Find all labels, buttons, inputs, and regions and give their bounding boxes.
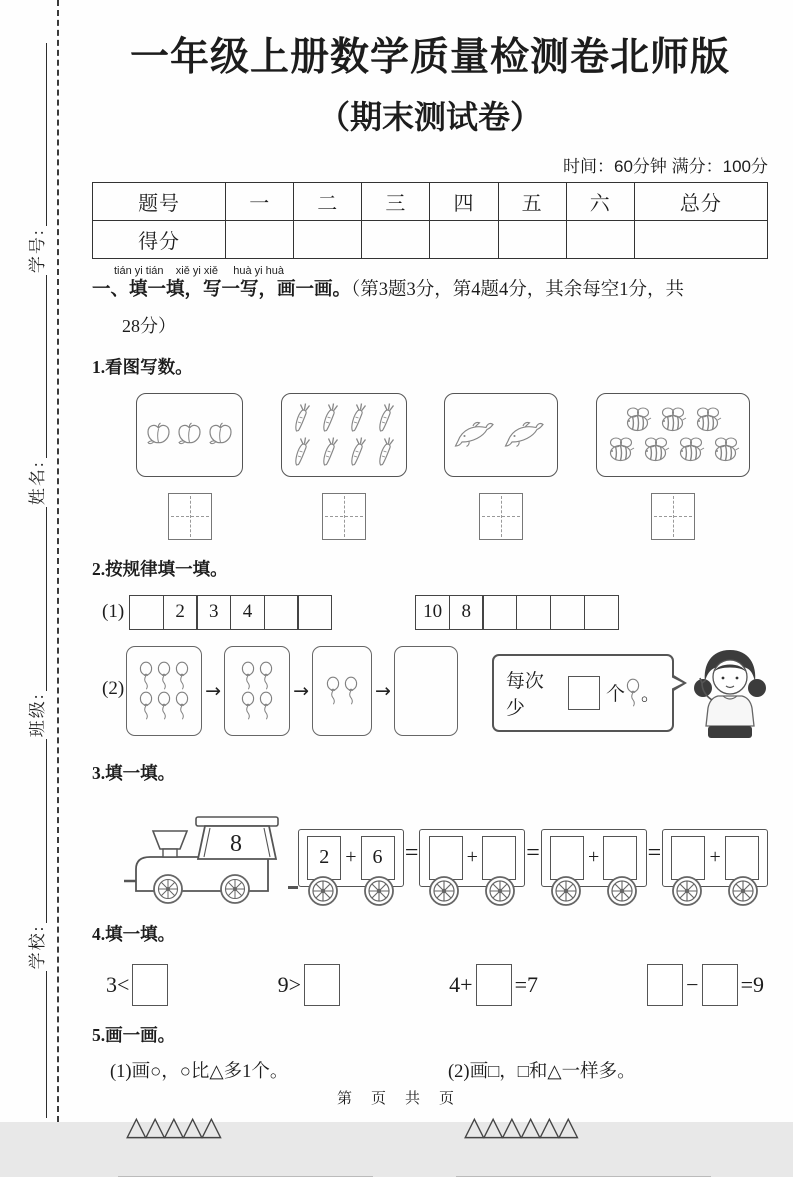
picture-box xyxy=(596,393,750,477)
q5-part xyxy=(92,1057,430,1177)
bubble-text-after: 个 xyxy=(605,684,625,706)
balloon-icon xyxy=(174,662,190,690)
balloon-box xyxy=(224,646,290,736)
equals-sign: = xyxy=(526,839,540,866)
wheel-icon xyxy=(671,875,703,907)
balloon-icon xyxy=(240,662,256,690)
q4-equation xyxy=(449,964,538,1006)
sidebar-field-label: 班级: xyxy=(28,692,47,738)
picture-box xyxy=(444,393,558,477)
equation-text: 3< xyxy=(106,971,130,997)
score-table-cell: 五 xyxy=(498,183,566,221)
train-car xyxy=(662,829,768,905)
pattern-empty-cell[interactable] xyxy=(584,595,619,630)
girl-illustration xyxy=(692,646,768,744)
score-table-cell: 六 xyxy=(566,183,634,221)
plus-sign: + xyxy=(709,846,721,869)
equation-text: 9> xyxy=(277,971,301,997)
coupler xyxy=(288,886,298,889)
q3-train xyxy=(120,801,768,905)
paper-content xyxy=(92,0,768,1177)
answer-box[interactable] xyxy=(603,836,637,880)
q5-instruction: (2)画□，□和△一样多。 xyxy=(448,1061,636,1082)
pattern-empty-cell[interactable] xyxy=(129,595,164,630)
carrot-icon xyxy=(290,436,314,467)
bubble-period: 。 xyxy=(640,684,660,706)
q1-group-dolphin xyxy=(444,393,558,540)
q5-label: 5.画一画。 xyxy=(92,1024,176,1045)
equation-text: =7 xyxy=(514,971,538,997)
bee-icon xyxy=(710,436,741,463)
train-car xyxy=(298,829,404,905)
answer-box[interactable] xyxy=(476,964,512,1006)
q5-drawing-parts xyxy=(92,1057,768,1177)
q2-hint xyxy=(492,646,768,744)
pattern-number-cell: 2 xyxy=(163,595,198,630)
wheel-icon xyxy=(363,875,395,907)
bee-icon xyxy=(675,436,706,463)
q2-part1 xyxy=(102,595,768,630)
number-box: 6 xyxy=(361,836,395,880)
wheel-icon xyxy=(606,875,638,907)
plus-sign: + xyxy=(345,846,357,869)
blank-line[interactable] xyxy=(45,43,47,226)
score-empty-cell[interactable] xyxy=(498,221,566,259)
score-table-cell: 二 xyxy=(294,183,362,221)
q2-number-strip-1 xyxy=(130,595,332,630)
balloon-icon xyxy=(240,692,256,720)
arrow-right-icon: → xyxy=(293,679,309,702)
balloon-box xyxy=(312,646,372,736)
score-table-cell: 一 xyxy=(226,183,294,221)
q5-part xyxy=(430,1057,768,1177)
arrow-right-icon: → xyxy=(205,679,222,702)
answer-grid-box[interactable] xyxy=(479,493,523,540)
plus-sign: + xyxy=(588,846,600,869)
pattern-empty-cell[interactable] xyxy=(297,595,332,630)
score-table-cell: 三 xyxy=(362,183,430,221)
wheel-icon xyxy=(727,875,759,907)
score-empty-cell[interactable] xyxy=(226,221,294,259)
balloon-icon xyxy=(156,662,172,690)
locomotive-illustration xyxy=(120,801,288,905)
answer-grid-box[interactable] xyxy=(168,493,212,540)
q4-equation xyxy=(647,964,764,1006)
answer-box[interactable] xyxy=(647,964,683,1006)
q4-equations xyxy=(106,964,764,1006)
carrot-icon xyxy=(318,402,342,433)
answer-box[interactable] xyxy=(725,836,759,880)
balloon-icon xyxy=(138,692,154,720)
arrow-right-icon: → xyxy=(375,679,391,702)
q2-part1-number: (1) xyxy=(102,601,125,623)
balloon-icon xyxy=(343,677,359,705)
bee-icon xyxy=(692,406,723,433)
triangle-row: △△△△△△ xyxy=(464,1110,577,1142)
blank-line[interactable] xyxy=(45,275,47,458)
dolphin-icon xyxy=(503,419,549,451)
wheel-icon xyxy=(550,875,582,907)
answer-grid-box[interactable] xyxy=(651,493,695,540)
number-box: 2 xyxy=(307,836,341,880)
answer-box[interactable] xyxy=(671,836,705,880)
pattern-number-cell: 8 xyxy=(449,595,484,630)
score-empty-cell[interactable] xyxy=(430,221,498,259)
pattern-number-cell: 3 xyxy=(196,595,231,630)
sidebar-field-label: 学校: xyxy=(28,924,47,970)
answer-box[interactable] xyxy=(482,836,516,880)
bubble-answer-box[interactable] xyxy=(568,676,600,710)
score-empty-cell[interactable] xyxy=(634,221,767,259)
wheel-icon xyxy=(428,875,460,907)
bee-icon xyxy=(657,406,688,433)
answer-box[interactable] xyxy=(429,836,463,880)
equation-text: − xyxy=(686,971,699,997)
train-car xyxy=(541,829,647,905)
bee-icon xyxy=(622,406,653,433)
q2-part2-number: (2) xyxy=(102,677,125,699)
carrot-icon xyxy=(290,402,314,433)
carrot-icon xyxy=(374,402,398,433)
triangle-row: △△△△△ xyxy=(126,1110,220,1142)
q4-label: 4.填一填。 xyxy=(92,923,176,944)
pattern-number-cell: 4 xyxy=(230,595,265,630)
speech-bubble xyxy=(492,654,674,732)
q2-part2 xyxy=(102,646,768,744)
equation-text: =9 xyxy=(740,971,764,997)
equation-text: 4+ xyxy=(449,971,473,997)
bee-icon xyxy=(640,436,671,463)
section-one-heading-bold: 一、填一填，写一写，画一画。 xyxy=(92,280,352,300)
peach-icon xyxy=(176,421,203,448)
q2-balloon-sequence xyxy=(126,646,458,736)
sidebar-field-label: 学号: xyxy=(28,228,47,274)
sidebar-field-label: 姓名: xyxy=(28,460,47,506)
section-one-heading xyxy=(92,277,768,304)
answer-box[interactable] xyxy=(702,964,738,1006)
peach-icon xyxy=(207,421,234,448)
section-one-heading-rest: （第3题3分，第4题4分，其余每空1分，共 xyxy=(351,280,685,300)
carrot-icon xyxy=(318,436,342,467)
blank-line[interactable] xyxy=(45,507,47,690)
balloon-icon xyxy=(174,692,190,720)
answer-grid-box[interactable] xyxy=(322,493,366,540)
wheel-icon xyxy=(484,875,516,907)
balloon-box-empty[interactable] xyxy=(394,646,458,736)
time-score-meta: 时间：60分钟 满分：100分 xyxy=(563,157,768,176)
plus-sign: + xyxy=(466,846,478,869)
balloon-icon xyxy=(258,662,274,690)
balloon-icon xyxy=(258,692,274,720)
equals-sign: = xyxy=(647,839,662,866)
blank-line[interactable] xyxy=(45,739,47,922)
carrot-icon xyxy=(346,436,370,467)
carrot-icon xyxy=(374,436,398,467)
q1-group-peach xyxy=(136,393,243,540)
wheel-icon xyxy=(307,875,339,907)
pattern-empty-cell[interactable] xyxy=(550,595,585,630)
q1-group-carrot xyxy=(281,393,407,540)
q1-picture-groups xyxy=(136,393,750,540)
paper-subtitle: （期末测试卷） xyxy=(317,99,542,135)
pattern-empty-cell[interactable] xyxy=(516,595,551,630)
page-footer: 第 页 共 页 xyxy=(336,1091,456,1107)
bubble-text-before: 每次少 xyxy=(505,670,544,719)
q5-instruction: (1)画○，○比△多1个。 xyxy=(110,1061,289,1082)
score-empty-cell[interactable] xyxy=(294,221,362,259)
train-car xyxy=(419,829,525,905)
score-table-score-row xyxy=(93,221,768,259)
pinyin-annotation: tián yi tián xiě yi xiě huà yi huà xyxy=(114,265,284,277)
balloon-icon xyxy=(156,692,172,720)
score-table-header-row xyxy=(93,183,768,221)
answer-box[interactable] xyxy=(304,964,340,1006)
sidebar-student-info xyxy=(8,43,48,1118)
answer-box[interactable] xyxy=(132,964,168,1006)
pattern-empty-cell[interactable] xyxy=(264,595,299,630)
balloon-icon xyxy=(325,677,341,705)
peach-icon xyxy=(145,421,172,448)
binding-dashed-line xyxy=(57,0,59,1122)
score-table-cell: 四 xyxy=(430,183,498,221)
picture-box xyxy=(281,393,407,477)
score-empty-cell[interactable] xyxy=(566,221,634,259)
equals-sign: = xyxy=(404,839,419,866)
q2-label: 2.按规律填一填。 xyxy=(92,558,228,579)
q1-group-bee xyxy=(596,393,750,540)
pattern-number-cell: 10 xyxy=(415,595,450,630)
q1-label: 1.看图写数。 xyxy=(92,356,193,377)
score-table xyxy=(92,182,768,259)
score-empty-cell[interactable] xyxy=(362,221,430,259)
dolphin-icon xyxy=(453,419,499,451)
q3-label: 3.填一填。 xyxy=(92,762,176,783)
q4-equation xyxy=(106,964,168,1006)
answer-box[interactable] xyxy=(550,836,584,880)
score-label-cell: 得分 xyxy=(93,221,226,259)
pattern-empty-cell[interactable] xyxy=(482,595,517,630)
balloon-icon xyxy=(138,662,154,690)
paper-title: 一年级上册数学质量检测卷北师版 xyxy=(129,36,730,79)
picture-box xyxy=(136,393,243,477)
section-one-heading-line2: 28分） xyxy=(122,315,176,336)
svg-text:8: 8 xyxy=(230,830,242,857)
score-table-cell: 总分 xyxy=(634,183,767,221)
carrot-icon xyxy=(346,402,370,433)
bee-icon xyxy=(605,436,636,463)
balloon-icon xyxy=(625,679,641,707)
score-table-cell: 题号 xyxy=(93,183,226,221)
q4-equation xyxy=(278,964,340,1006)
balloon-box xyxy=(126,646,202,736)
q2-number-strip-2 xyxy=(416,595,618,630)
